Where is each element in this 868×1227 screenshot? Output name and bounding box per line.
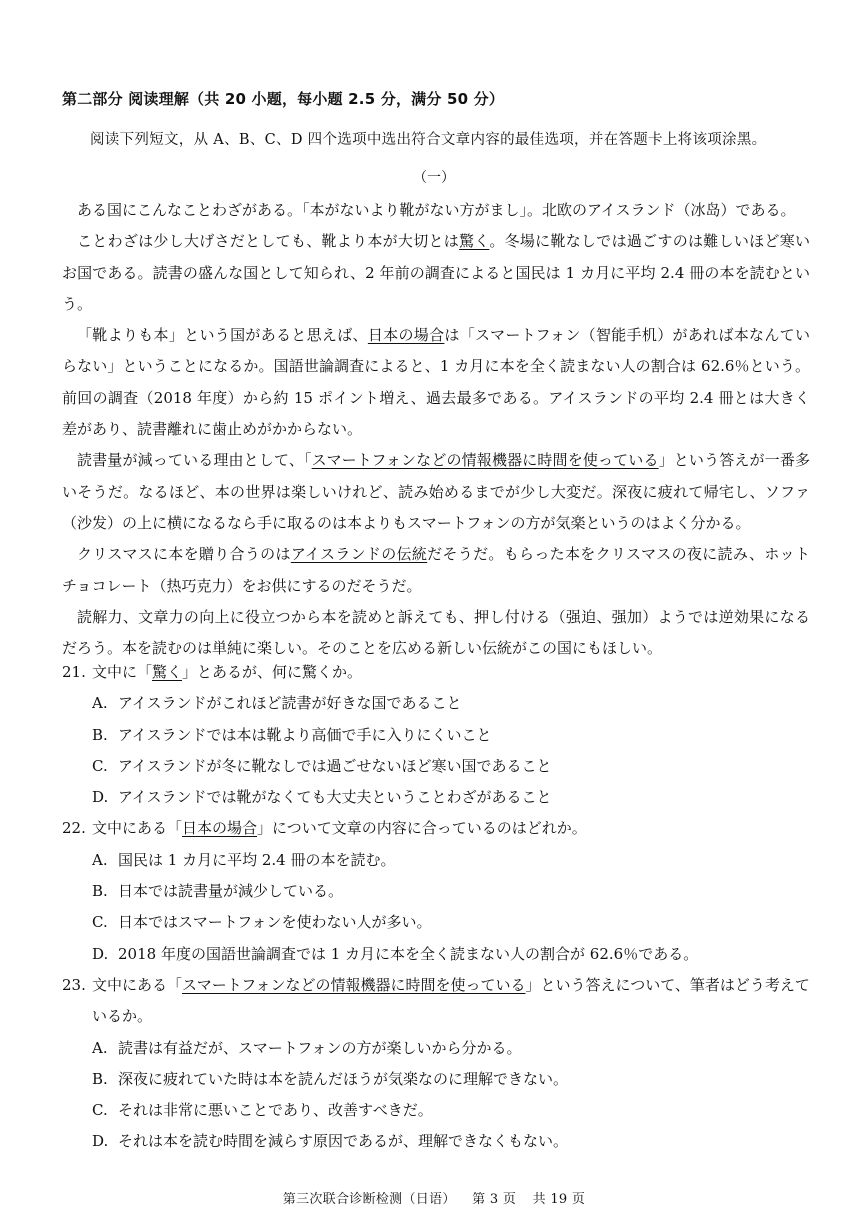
option-letter: A. <box>92 694 108 713</box>
question-text <box>92 813 810 844</box>
option-text: アイスランドでは本は靴より高価で手に入りにくいこと <box>118 725 492 744</box>
option-d <box>62 782 810 813</box>
stem-part: 文中に「 <box>92 663 153 681</box>
option-text: アイスランドがこれほど読書が好きな国であること <box>118 694 462 713</box>
option-a <box>62 688 810 719</box>
option-text: 日本では読書量が減少している。 <box>118 882 344 901</box>
question-stem <box>62 813 810 844</box>
option-text: アイスランドが冬に靴なしでは過ごせないほど寒い国であること <box>118 756 552 775</box>
option-d <box>62 939 810 970</box>
question-stem <box>62 970 810 1033</box>
option-d <box>62 1126 810 1157</box>
question-number: 21. <box>62 663 86 681</box>
question-text <box>92 657 810 688</box>
paragraph-4 <box>62 445 810 539</box>
question-list <box>62 657 810 1158</box>
paragraph-3-text-cont: は「スマートフォン（智能手机）があれば本なんていらない」ということになるか。国語世論調査によると、1 カ月に本を全く読まない人の割合は 62.6％という。前回の調査（2018 年度）から約 15 ポイント増え、過去最多である。アイスランドの平均 2.4 冊とは大きく差があり、読書離れに歯止めがかからない。 <box>62 326 810 439</box>
option-text: 2018 年度の国語世論調査では 1 カ月に本を全く読まない人の割合が 62.6％である。 <box>118 944 699 963</box>
option-text: 日本ではスマートフォンを使わない人が多い。 <box>118 913 432 932</box>
question-number: 22. <box>62 819 86 838</box>
question-21 <box>62 657 810 813</box>
paragraph-5-text: クリスマスに本を贈り合うのは <box>77 545 291 564</box>
underlined-phrase-smartphone: スマートフォンなどの情報機器に時間を使っている <box>311 451 659 470</box>
section-number: （一） <box>413 170 455 186</box>
question-stem <box>62 657 810 688</box>
option-letter: A. <box>92 850 108 869</box>
stem-part: 」について文章の内容に合っているのはどれか。 <box>257 819 587 838</box>
question-23 <box>62 970 810 1158</box>
option-c <box>62 751 810 782</box>
paragraph-1 <box>62 195 810 226</box>
question-number: 23. <box>62 975 86 994</box>
underlined-phrase-iceland-tradition: アイスランドの伝統 <box>290 545 428 564</box>
paragraph-4-text: 読書量が減っている理由として、「 <box>77 451 312 470</box>
option-letter: B. <box>92 882 108 901</box>
option-letter: D. <box>92 1132 109 1151</box>
page-number: 第 3 页 <box>472 1192 517 1207</box>
paragraph-6-text: 読解力、文章力の向上に役立つから本を読めと訴えても、押し付ける（强迫、强加）ようでは逆効果になるだろう。本を読むのは単純に楽しい。そのことを広める新しい伝統がこの国にもほしい。 <box>62 607 810 658</box>
stem-underlined: 日本の場合 <box>182 819 258 838</box>
question-text <box>92 970 810 1033</box>
option-letter: C. <box>92 756 108 775</box>
stem-part: 文中にある「 <box>92 819 183 838</box>
paragraph-2-text-cont: 。冬場に靴なしでは過ごすのは難しいほど寒いお国である。読書の盛んな国として知られ、2 年前の調査によると国民は 1 カ月に平均 2.4 冊の本を読むという。 <box>62 232 810 313</box>
option-letter: C. <box>92 1101 108 1120</box>
question-22 <box>62 813 810 969</box>
reading-passage <box>62 195 810 664</box>
option-text: 読書は有益だが、スマートフォンの方が楽しいから分かる。 <box>118 1038 522 1057</box>
paragraph-5 <box>62 539 810 602</box>
stem-part: 」という答えについて、筆者はどう考えているか。 <box>92 975 810 1026</box>
option-letter: D. <box>92 944 109 963</box>
option-b <box>62 1064 810 1095</box>
underlined-phrase-nihon-no-baai: 日本の場合 <box>367 326 445 345</box>
paragraph-2-text: ことわざは少し大げさだとしても、靴より本が大切とは <box>77 232 460 251</box>
option-c <box>62 907 810 938</box>
option-a <box>62 845 810 876</box>
stem-part: 」とあるが、何に驚くか。 <box>182 663 363 681</box>
option-c <box>62 1095 810 1126</box>
paragraph-3 <box>62 320 810 445</box>
stem-part: 文中にある「 <box>92 975 183 994</box>
paragraph-4-text-cont: 」という答えが一番多いそうだ。なるほど、本の世界は楽しいけれど、読み始めるまでが少し大変だ。深夜に疲れて帰宅し、ソファ（沙发）の上に横になるなら手に取るのは本よりもスマートフォンの方が気楽というのはよく分かる。 <box>62 451 810 532</box>
option-letter: A. <box>92 1038 108 1057</box>
exam-name: 第三次联合诊断检测（日语） <box>282 1192 456 1207</box>
option-b <box>62 876 810 907</box>
option-a <box>62 1033 810 1064</box>
option-letter: D. <box>92 788 109 807</box>
option-letter: B. <box>92 1069 108 1088</box>
paragraph-1-text: ある国にこんなことわざがある。「本がないより靴がない方がまし」。北欧のアイスランド（冰岛）である。 <box>77 201 796 219</box>
paragraph-5-text-cont: だそうだ。もらった本をクリスマスの夜に読み、ホットチョコレート（热巧克力）をお供にするのだそうだ。 <box>62 545 810 595</box>
page-footer <box>0 1188 868 1207</box>
option-b <box>62 720 810 751</box>
option-letter: B. <box>92 725 108 744</box>
part-title: 第二部分 阅读理解（共 20 小题，每小题 2.5 分，满分 50 分） <box>62 90 505 108</box>
stem-underlined: スマートフォンなどの情報機器に時間を使っている <box>182 975 526 994</box>
paragraph-2 <box>62 226 810 320</box>
underlined-phrase-odoroku: 驚く <box>459 232 490 251</box>
option-text: 国民は 1 カ月に平均 2.4 冊の本を読む。 <box>118 850 396 869</box>
paragraph-3-text: 「靴よりも本」という国があると思えば、 <box>77 326 368 345</box>
paragraph-6 <box>62 602 810 665</box>
stem-underlined: 驚く <box>152 663 183 681</box>
option-letter: C. <box>92 913 108 932</box>
option-text: 深夜に疲れていた時は本を読んだほうが気楽なのに理解できない。 <box>118 1069 569 1088</box>
option-text: それは本を読む時間を減らす原因であるが、理解できなくもない。 <box>118 1132 569 1151</box>
instruction-text: 阅读下列短文，从 A、B、C、D 四个选项中选出符合文章内容的最佳选项，并在答题卡上将该项涂黑。 <box>90 132 767 148</box>
page-total: 共 19 页 <box>532 1192 586 1207</box>
option-text: アイスランドでは靴がなくても大丈夫ということわざがあること <box>118 788 552 807</box>
option-text: それは非常に悪いことであり、改善すべきだ。 <box>118 1101 433 1120</box>
